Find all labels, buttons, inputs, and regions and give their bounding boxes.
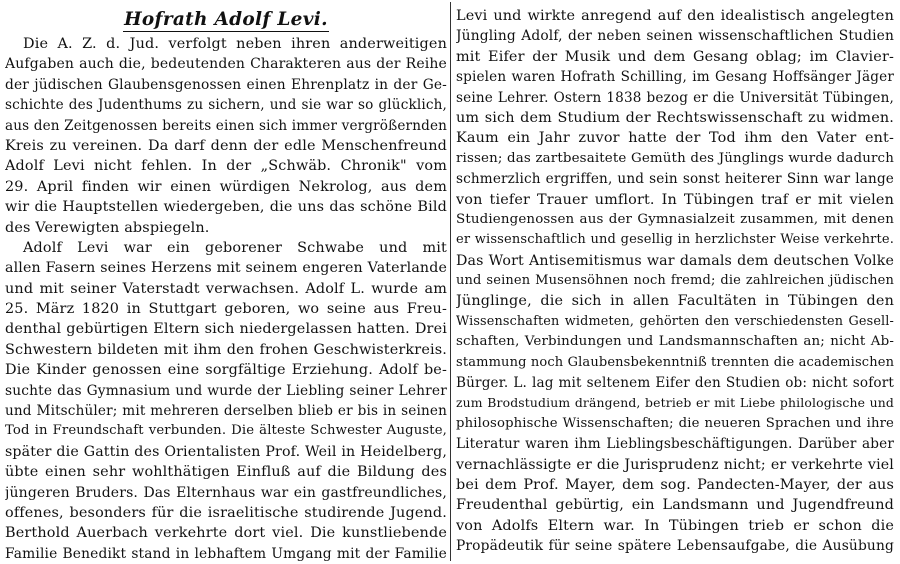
text-line: Aufgaben auch die, bedeutenden Charakteren aus der Reihe <box>5 56 447 73</box>
text-line: mit Eifer der Musik und dem Gesang oblag; im Clavier- <box>456 48 894 65</box>
text-line: er wissenschaftlich und gesellig in herzlichster Weise verkehrte. <box>456 232 894 248</box>
text-line: um sich dem Studium der Rechtswissenschaft zu widmen. <box>456 109 894 126</box>
text-line: schmerzlich ergriffen, und sein sonst heiterer Sinn war lange <box>456 171 894 188</box>
text-line: offenes, besonders für die israelitische studirende Jugend. <box>5 504 447 521</box>
text-line: schichte des Judenthums zu sichern, und sie war so glücklich, <box>5 97 447 114</box>
text-line: und mit seiner Vaterstadt verwachsen. Adolf L. wurde am <box>5 280 447 297</box>
text-line: der jüdischen Glaubensgenossen einen Ehrenplatz in der Ge- <box>5 76 447 93</box>
text-line: und seinen Musensöhnen noch fremd; die zahlreichen jüdischen <box>456 273 894 289</box>
right-column <box>456 6 894 557</box>
text-line: Adolf Levi nicht fehlen. In der „Schwäb. Chronik" vom <box>5 158 447 175</box>
text-line: von tiefer Trauer umflort. In Tübingen traf er mit vielen <box>456 191 894 208</box>
text-line: wir die Hauptstellen wiedergeben, die uns das schöne Bild <box>5 199 447 216</box>
text-line: Kreis zu vereinen. Da darf denn der edle Menschenfreund <box>5 137 447 154</box>
text-line: Wissenschaften widmeten, gehörten den verschiedensten Gesell- <box>456 313 894 329</box>
text-line: bei dem Prof. Mayer, dem sog. Pandecten-Mayer, der aus <box>456 476 894 493</box>
text-line: Bürger. L. lag mit seltenem Eifer den Studien ob: nicht sofort <box>456 375 894 392</box>
text-line: Die Kinder genossen eine sorgfältige Erziehung. Adolf be- <box>5 362 447 379</box>
text-line: allen Fasern seines Herzens mit seinem engeren Vaterlande <box>5 260 447 277</box>
text-line: philosophische Wissenschaften; die neueren Sprachen und ihre <box>456 415 894 431</box>
text-line: Studiengenossen aus der Gymnasialzeit zusammen, mit denen <box>456 211 894 227</box>
text-line: Die A. Z. d. Jud. verfolgt neben ihren anderweitigen <box>23 36 447 52</box>
text-line: Schwestern bildeten mit ihm den frohen Geschwisterkreis. <box>5 341 447 358</box>
text-line: Jüngling Adolf, der neben seinen wissenschaftlichen Studien <box>456 28 894 45</box>
text-line: jüngeren Bruders. Das Elternhaus war ein gastfreundliches, <box>5 484 447 501</box>
text-line: Literatur waren ihm Lieblingsbeschäftigungen. Darüber aber <box>456 436 894 453</box>
text-line: Das Wort Antisemitismus war damals dem deutschen Volke <box>456 252 894 269</box>
text-line: denthal gebürtigen Eltern sich niedergelassen hatten. Drei <box>5 321 447 338</box>
article-title-row <box>5 6 447 34</box>
text-line: stammung noch Glaubensbekenntniß trennten die academischen <box>456 354 894 370</box>
text-line: Berthold Auerbach verkehrte dort viel. Die kunstliebende <box>5 525 447 542</box>
text-line: und Mitschüler; mit mehreren derselben blieb er bis in seinen <box>5 403 447 420</box>
text-line: Levi und wirkte anregend auf den idealistisch angelegten <box>456 8 894 24</box>
text-line: suchte das Gymnasium und wurde der Liebling seiner Lehrer <box>5 382 447 399</box>
right-column-text <box>456 6 894 557</box>
text-line: schaften, Verbindungen und Landsmannschaften an; nicht Ab- <box>456 334 894 350</box>
text-line: Propädeutik für seine spätere Lebensaufgabe, die Ausübung <box>456 538 894 555</box>
column-divider <box>450 2 451 561</box>
text-line: rissen; das zartbesaitete Gemüth des Jünglings wurde dadurch <box>456 150 894 166</box>
left-column <box>5 6 447 564</box>
text-line: Adolf Levi war ein geborener Schwabe und mit <box>23 239 447 256</box>
text-line: zum Brodstudium drängend, betrieb er mit Liebe philologische und <box>456 395 894 411</box>
text-line: aus den Zeitgenossen bereits einen sich immer vergrößernden <box>5 117 447 134</box>
text-line: 29. April finden wir einen würdigen Nekrolog, aus dem <box>5 178 447 195</box>
text-line: 25. März 1820 in Stuttgart geboren, wo seine aus Freu- <box>5 301 447 318</box>
text-line: Kaum ein Jahr zuvor hatte der Tod ihm den Vater ent- <box>456 130 894 147</box>
text-line: Familie Benedikt stand in lebhaftem Umgang mit der Familie <box>5 545 447 562</box>
left-column-text <box>5 34 447 564</box>
text-line: seine Lehrer. Ostern 1838 bezog er die Universität Tübingen, <box>456 89 894 106</box>
text-line: Freudenthal gebürtig, ein Landsmann und Jugendfreund <box>456 497 894 514</box>
text-line: spielen waren Hofrath Schilling, im Gesang Hoffsänger Jäger <box>456 69 894 86</box>
text-line: übte einen sehr wohlthätigen Einfluß auf die Bildung des <box>5 464 447 481</box>
text-line: Jünglinge, die sich in allen Facultäten in Tübingen den <box>456 293 894 310</box>
text-line: vernachlässigte er die Jurisprudenz nicht; er verkehrte viel <box>456 456 894 473</box>
text-line: später die Gattin des Orientalisten Prof. Weil in Heidelberg, <box>5 443 447 460</box>
text-line: Tod in Freundschaft verbunden. Die älteste Schwester Auguste, <box>5 423 447 439</box>
text-line: des Verewigten abspiegeln. <box>5 219 210 236</box>
text-line: von Adolfs Eltern war. In Tübingen trieb er schon die <box>456 517 894 534</box>
article-title: Hofrath Adolf Levi. <box>124 9 328 30</box>
